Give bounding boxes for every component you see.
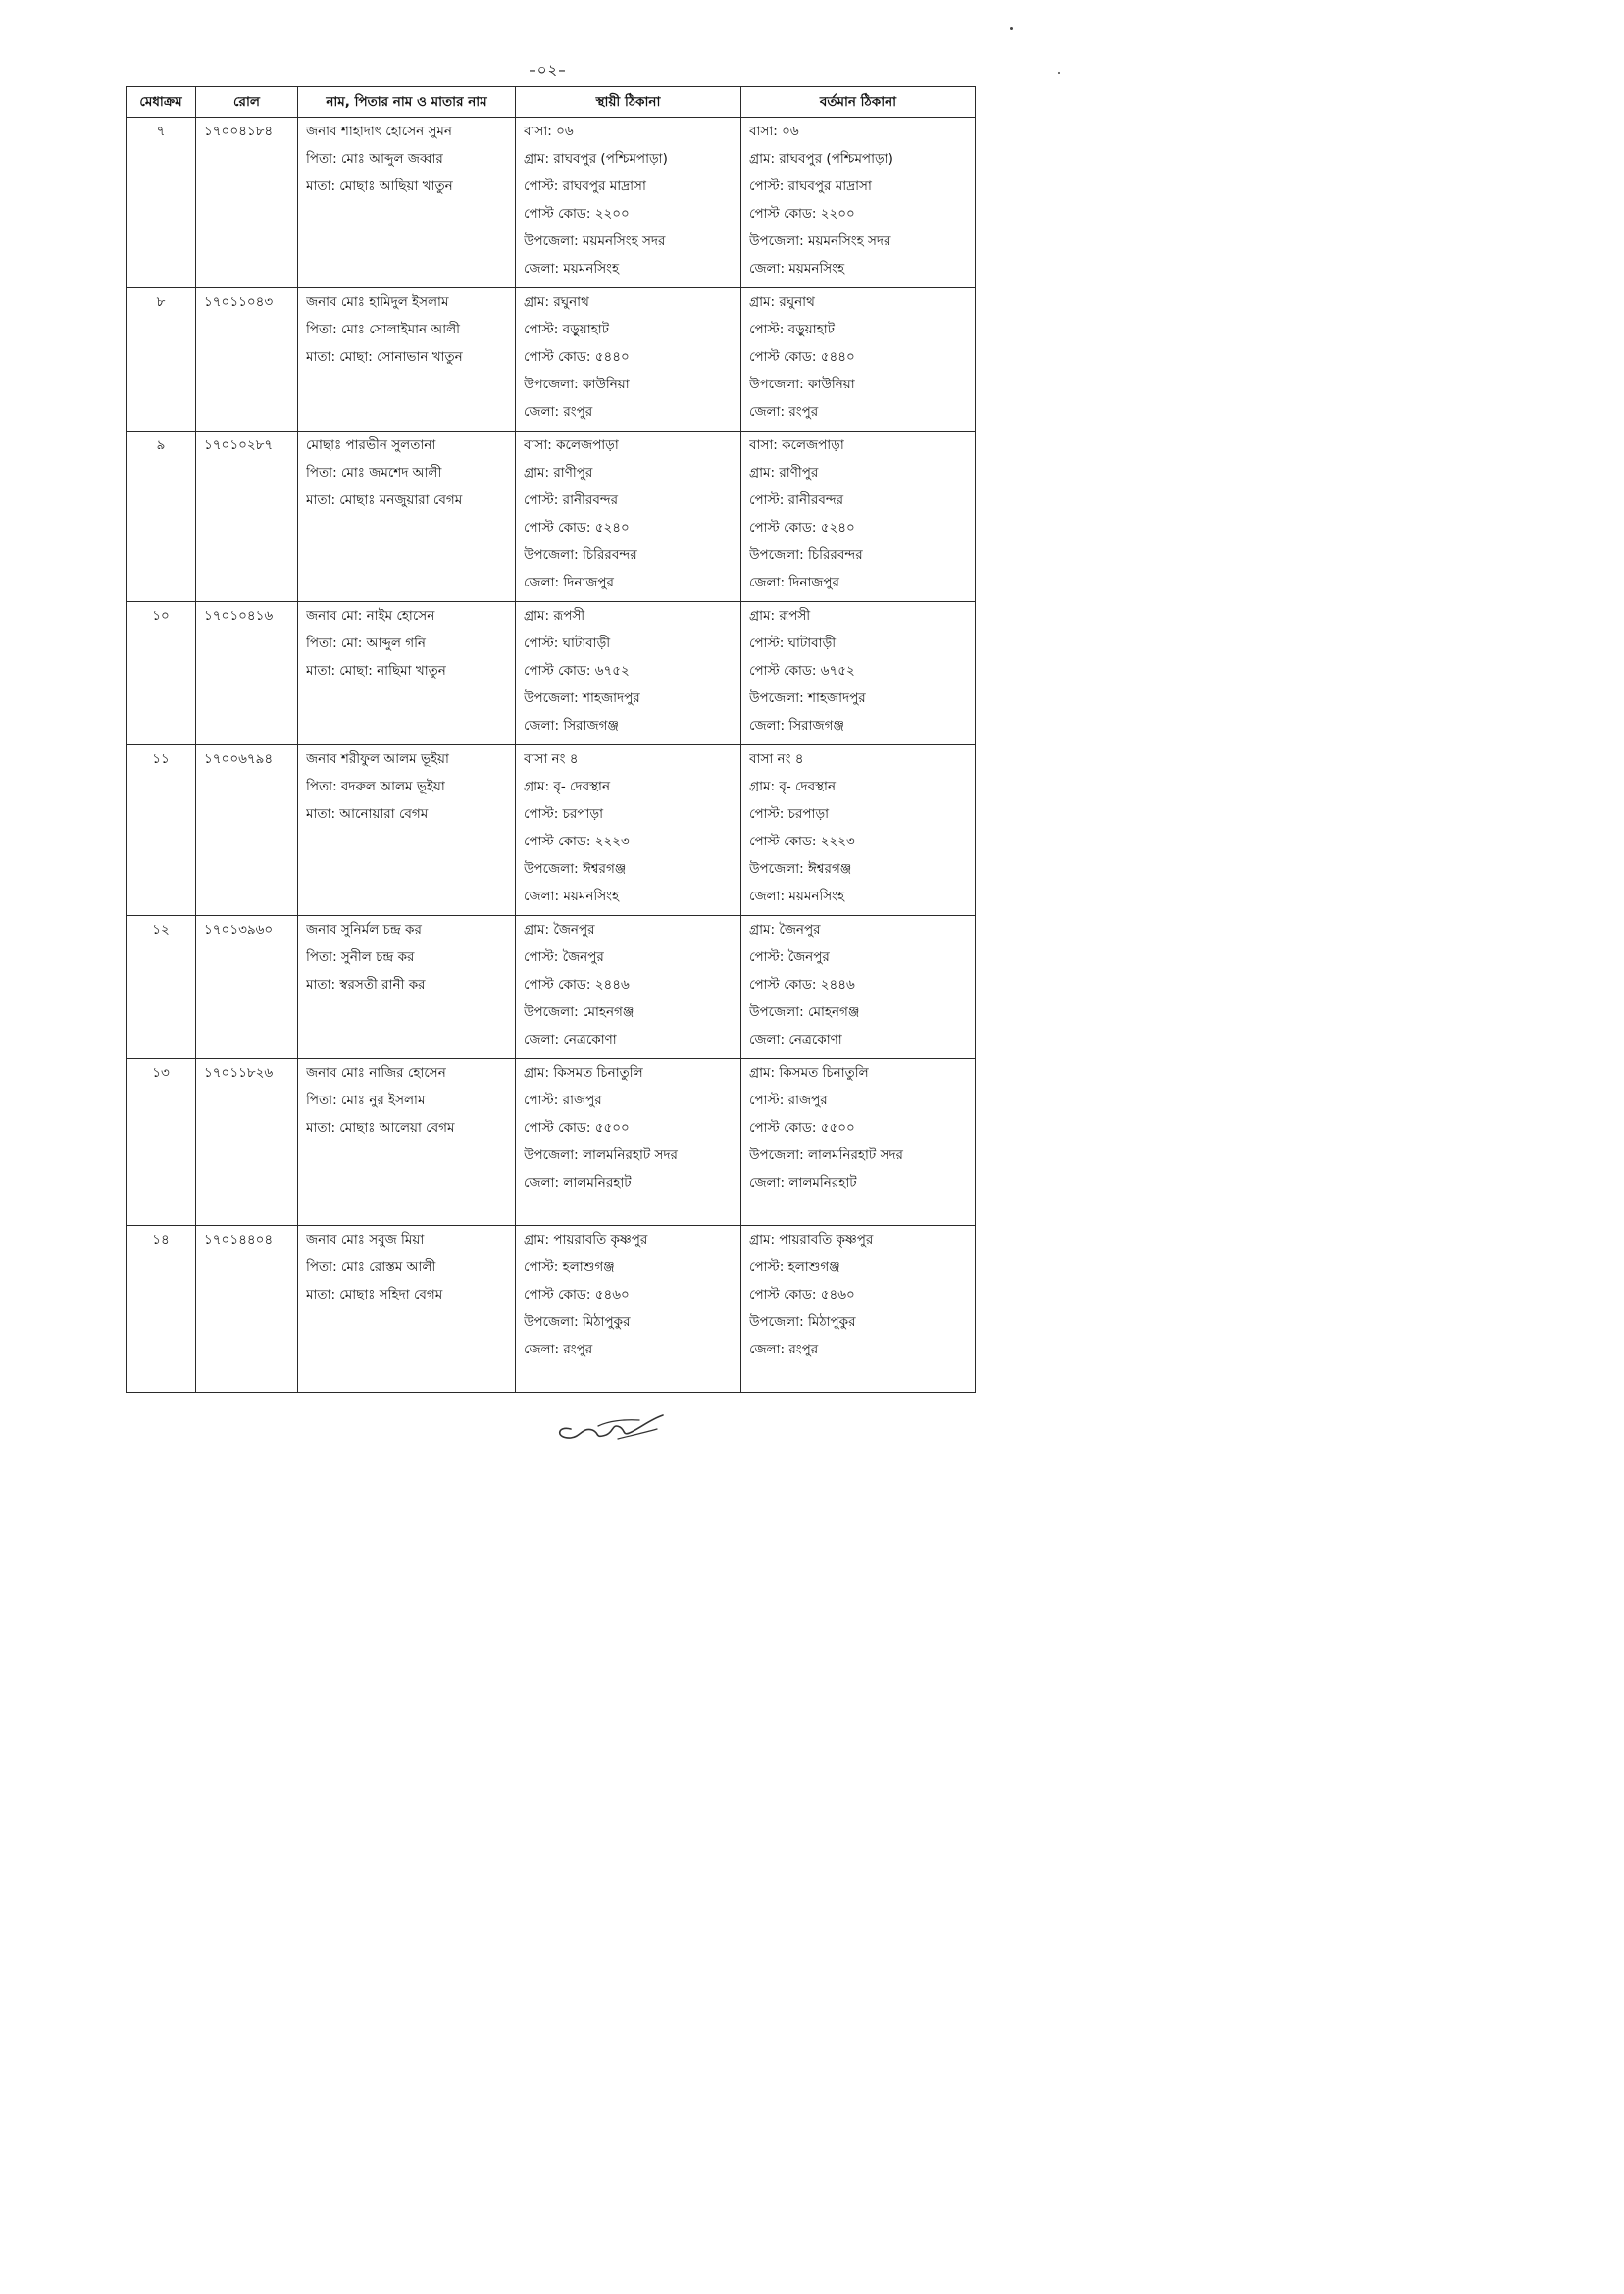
- scan-speck: [1058, 72, 1060, 74]
- header-present-address: বর্তমান ঠিকানা: [741, 87, 976, 118]
- roll-number: ১৭০১০২৮৭: [204, 437, 274, 453]
- table-row: [127, 288, 976, 432]
- present-address-line: উপজেলা: লালমনিরহাট সদর: [749, 1147, 903, 1163]
- present-address-line: উপজেলা: শাহজাদপুর: [749, 690, 866, 706]
- present-address-line: উপজেলা: কাউনিয়া: [749, 377, 855, 392]
- permanent-address-line: পোস্ট কোড: ৫৫০০: [524, 1120, 630, 1136]
- names-cell: [298, 1059, 516, 1226]
- merit-serial: ১৪: [152, 1232, 170, 1248]
- name-line: মোছাঃ পারভীন সুলতানা: [306, 437, 436, 453]
- name-line: পিতা: মোঃ জমশেদ আলী: [306, 465, 442, 481]
- table-row: [127, 745, 976, 916]
- names-cell: [298, 745, 516, 916]
- names-cell: [298, 1226, 516, 1393]
- name-line: মাতা: স্বরসতী রানী কর: [306, 977, 426, 993]
- present-address-line: গ্রাম: জৈনপুর: [749, 922, 821, 938]
- permanent-address-line: জেলা: দিনাজপুর: [524, 575, 614, 590]
- roll-number: ১৭০১১০৪৩: [204, 294, 274, 310]
- permanent-address-line: গ্রাম: পায়রাবতি কৃষ্ণপুর: [524, 1232, 648, 1248]
- serial-cell: [127, 745, 196, 916]
- name-line: পিতা: বদরুল আলম ভূইয়া: [306, 779, 445, 794]
- name-line: মাতা: মোছাঃ আছিয়া খাতুন: [306, 178, 453, 194]
- present-address-line: পোস্ট কোড: ৫৪৪০: [749, 349, 855, 365]
- present-address-cell: [741, 745, 976, 916]
- serial-cell: [127, 1059, 196, 1226]
- serial-cell: [127, 916, 196, 1059]
- name-line: পিতা: সুনীল চন্দ্র কর: [306, 949, 415, 965]
- permanent-address-line: পোস্ট: ঘাটাবাড়ী: [524, 636, 611, 651]
- page-number: –০২–: [529, 61, 567, 78]
- present-address-line: জেলা: দিনাজপুর: [749, 575, 839, 590]
- roll-cell: [196, 602, 298, 745]
- permanent-address-line: উপজেলা: কাউনিয়া: [524, 377, 630, 392]
- names-cell: [298, 602, 516, 745]
- permanent-address-line: পোস্ট: চরপাড়া: [524, 806, 603, 822]
- table-row: [127, 1226, 976, 1393]
- present-address-line: পোস্ট: বড়ুয়াহাট: [749, 322, 836, 337]
- present-address-line: পোস্ট: ঘাটাবাড়ী: [749, 636, 837, 651]
- name-line: জনাব মোঃ নাজির হোসেন: [306, 1065, 446, 1081]
- present-address-line: পোস্ট: জৈনপুর: [749, 949, 830, 965]
- merit-serial: ৯: [156, 437, 166, 453]
- present-address-line: গ্রাম: রাণীপুর: [749, 465, 819, 481]
- permanent-address-cell: [516, 118, 741, 288]
- present-address-line: জেলা: ময়মনসিংহ: [749, 889, 845, 904]
- present-address-line: জেলা: রংপুর: [749, 404, 819, 420]
- serial-cell: [127, 288, 196, 432]
- permanent-address-line: পোস্ট: রাজপুর: [524, 1093, 602, 1108]
- name-line: জনাব মো: নাইম হোসেন: [306, 608, 435, 624]
- permanent-address-line: পোস্ট কোড: ৫২৪০: [524, 520, 630, 535]
- permanent-address-line: জেলা: রংপুর: [524, 1342, 593, 1357]
- present-address-line: গ্রাম: কিসমত চিনাতুলি: [749, 1065, 869, 1081]
- name-line: জনাব মোঃ হামিদুল ইসলাম: [306, 294, 449, 310]
- permanent-address-line: পোস্ট: রানীরবন্দর: [524, 492, 619, 508]
- name-line: মাতা: মোছা: নাছিমা খাতুন: [306, 663, 446, 679]
- present-address-line: পোস্ট: রানীরবন্দর: [749, 492, 844, 508]
- permanent-address-line: উপজেলা: ময়মনসিংহ সদর: [524, 233, 666, 249]
- names-cell: [298, 916, 516, 1059]
- permanent-address-line: উপজেলা: মিঠাপুকুর: [524, 1314, 631, 1330]
- permanent-address-line: উপজেলা: মোহনগঞ্জ: [524, 1004, 634, 1020]
- name-line: মাতা: মোছা: সোনাভান খাতুন: [306, 349, 463, 365]
- merit-serial: ৭: [156, 124, 166, 139]
- name-line: পিতা: মোঃ নুর ইসলাম: [306, 1093, 426, 1108]
- roll-cell: [196, 745, 298, 916]
- roll-cell: [196, 432, 298, 602]
- permanent-address-line: গ্রাম: রাঘবপুর (পশ্চিমপাড়া): [524, 151, 668, 167]
- permanent-address-line: উপজেলা: শাহজাদপুর: [524, 690, 640, 706]
- roll-number: ১৭০১১৮২৬: [204, 1065, 274, 1081]
- present-address-cell: [741, 602, 976, 745]
- table-row: [127, 432, 976, 602]
- name-line: মাতা: আনোয়ারা বেগম: [306, 806, 429, 822]
- merit-list-table: [126, 86, 976, 1393]
- merit-serial: ১৩: [152, 1065, 170, 1081]
- present-address-line: বাসা: ০৬: [749, 124, 799, 139]
- permanent-address-line: গ্রাম: বৃ- দেবস্থান: [524, 779, 611, 794]
- names-cell: [298, 288, 516, 432]
- permanent-address-line: গ্রাম: কিসমত চিনাতুলি: [524, 1065, 643, 1081]
- name-line: জনাব শরীফুল আলম ভূইয়া: [306, 751, 449, 767]
- merit-serial: ৮: [156, 294, 166, 310]
- permanent-address-line: গ্রাম: রূপসী: [524, 608, 585, 624]
- permanent-address-line: উপজেলা: ঈশ্বরগঞ্জ: [524, 861, 627, 877]
- permanent-address-line: উপজেলা: লালমনিরহাট সদর: [524, 1147, 678, 1163]
- name-line: পিতা: মোঃ সোলাইমান আলী: [306, 322, 461, 337]
- roll-cell: [196, 1059, 298, 1226]
- permanent-address-line: জেলা: লালমনিরহাট: [524, 1175, 632, 1191]
- roll-number: ১৭০১৪৪০৪: [204, 1232, 274, 1248]
- serial-cell: [127, 602, 196, 745]
- permanent-address-line: পোস্ট কোড: ২২০০: [524, 206, 630, 222]
- present-address-line: গ্রাম: রঘুনাথ: [749, 294, 815, 310]
- table-row: [127, 916, 976, 1059]
- permanent-address-line: গ্রাম: জৈনপুর: [524, 922, 595, 938]
- permanent-address-cell: [516, 432, 741, 602]
- roll-cell: [196, 288, 298, 432]
- name-line: মাতা: মোছাঃ আলেয়া বেগম: [306, 1120, 455, 1136]
- roll-number: ১৭০০৬৭৯৪: [204, 751, 274, 767]
- present-address-cell: [741, 1059, 976, 1226]
- table-header-row: [127, 87, 976, 118]
- permanent-address-cell: [516, 1226, 741, 1393]
- permanent-address-line: জেলা: রংপুর: [524, 404, 593, 420]
- permanent-address-line: বাসা: কলেজপাড়া: [524, 437, 619, 453]
- permanent-address-cell: [516, 745, 741, 916]
- roll-cell: [196, 916, 298, 1059]
- permanent-address-line: পোস্ট কোড: ৫৪৬০: [524, 1287, 630, 1302]
- present-address-cell: [741, 1226, 976, 1393]
- name-line: পিতা: মো: আব্দুল গনি: [306, 636, 426, 651]
- name-line: জনাব সুনির্মল চন্দ্র কর: [306, 922, 422, 938]
- header-merit-serial: মেধাক্রম: [127, 87, 196, 118]
- name-line: মাতা: মোছাঃ সহিদা বেগম: [306, 1287, 443, 1302]
- roll-number: ১৭০১০৪১৬: [204, 608, 274, 624]
- permanent-address-line: পোস্ট: বড়ুয়াহাট: [524, 322, 610, 337]
- present-address-line: পোস্ট: রাজপুর: [749, 1093, 828, 1108]
- table-row: [127, 1059, 976, 1226]
- present-address-cell: [741, 432, 976, 602]
- permanent-address-line: পোস্ট: রাঘবপুর মাদ্রাসা: [524, 178, 646, 194]
- roll-number: ১৭০০৪১৮৪: [204, 124, 274, 139]
- permanent-address-line: জেলা: ময়মনসিংহ: [524, 889, 620, 904]
- present-address-line: উপজেলা: ঈশ্বরগঞ্জ: [749, 861, 852, 877]
- present-address-line: গ্রাম: বৃ- দেবস্থান: [749, 779, 837, 794]
- permanent-address-line: বাসা নং ৪: [524, 751, 579, 767]
- present-address-line: জেলা: রংপুর: [749, 1342, 819, 1357]
- header-permanent-address: স্থায়ী ঠিকানা: [516, 87, 741, 118]
- permanent-address-line: পোস্ট কোড: ২২২৩: [524, 834, 630, 849]
- permanent-address-line: পোস্ট কোড: ৫৪৪০: [524, 349, 630, 365]
- present-address-line: বাসা নং ৪: [749, 751, 804, 767]
- header-roll: রোল: [196, 87, 298, 118]
- permanent-address-line: পোস্ট: হলাশুগঞ্জ: [524, 1259, 615, 1275]
- present-address-line: উপজেলা: চিরিরবন্দর: [749, 547, 863, 563]
- permanent-address-cell: [516, 1059, 741, 1226]
- present-address-line: বাসা: কলেজপাড়া: [749, 437, 844, 453]
- present-address-line: পোস্ট: চরপাড়া: [749, 806, 829, 822]
- present-address-line: পোস্ট কোড: ৬৭৫২: [749, 663, 855, 679]
- name-line: মাতা: মোছাঃ মনজুয়ারা বেগম: [306, 492, 463, 508]
- present-address-line: গ্রাম: পায়রাবতি কৃষ্ণপুর: [749, 1232, 874, 1248]
- signature: [549, 1400, 667, 1447]
- roll-number: ১৭০১৩৯৬০: [204, 922, 274, 938]
- present-address-line: পোস্ট: রাঘবপুর মাদ্রাসা: [749, 178, 872, 194]
- present-address-cell: [741, 118, 976, 288]
- present-address-line: জেলা: ময়মনসিংহ: [749, 261, 845, 277]
- present-address-line: পোস্ট কোড: ২২০০: [749, 206, 855, 222]
- permanent-address-line: গ্রাম: রঘুনাথ: [524, 294, 589, 310]
- present-address-cell: [741, 916, 976, 1059]
- roll-cell: [196, 118, 298, 288]
- present-address-line: গ্রাম: রূপসী: [749, 608, 811, 624]
- permanent-address-line: পোস্ট কোড: ৬৭৫২: [524, 663, 630, 679]
- permanent-address-line: উপজেলা: চিরিরবন্দর: [524, 547, 637, 563]
- present-address-line: জেলা: নেত্রকোণা: [749, 1032, 842, 1047]
- merit-serial: ১১: [152, 751, 170, 767]
- permanent-address-cell: [516, 288, 741, 432]
- roll-cell: [196, 1226, 298, 1393]
- name-line: জনাব মোঃ সবুজ মিয়া: [306, 1232, 425, 1248]
- serial-cell: [127, 118, 196, 288]
- name-line: পিতা: মোঃ আব্দুল জব্বার: [306, 151, 443, 167]
- present-address-line: পোস্ট: হলাশুগঞ্জ: [749, 1259, 840, 1275]
- permanent-address-cell: [516, 602, 741, 745]
- table-row: [127, 602, 976, 745]
- present-address-line: পোস্ট কোড: ২৪৪৬: [749, 977, 855, 993]
- permanent-address-line: পোস্ট কোড: ২৪৪৬: [524, 977, 630, 993]
- scan-speck: [1010, 27, 1013, 30]
- present-address-line: উপজেলা: মিঠাপুকুর: [749, 1314, 856, 1330]
- present-address-line: উপজেলা: ময়মনসিংহ সদর: [749, 233, 891, 249]
- table-row: [127, 118, 976, 288]
- permanent-address-line: জেলা: ময়মনসিংহ: [524, 261, 620, 277]
- present-address-line: পোস্ট কোড: ২২২৩: [749, 834, 855, 849]
- serial-cell: [127, 432, 196, 602]
- names-cell: [298, 118, 516, 288]
- present-address-line: পোস্ট কোড: ৫৪৬০: [749, 1287, 855, 1302]
- header-names: নাম, পিতার নাম ও মাতার নাম: [298, 87, 516, 118]
- permanent-address-line: বাসা: ০৬: [524, 124, 574, 139]
- present-address-line: জেলা: লালমনিরহাট: [749, 1175, 857, 1191]
- present-address-line: পোস্ট কোড: ৫৫০০: [749, 1120, 855, 1136]
- present-address-line: পোস্ট কোড: ৫২৪০: [749, 520, 855, 535]
- permanent-address-cell: [516, 916, 741, 1059]
- name-line: পিতা: মোঃ রোস্তম আলী: [306, 1259, 436, 1275]
- merit-serial: ১০: [152, 608, 170, 624]
- permanent-address-line: পোস্ট: জৈনপুর: [524, 949, 604, 965]
- names-cell: [298, 432, 516, 602]
- permanent-address-line: জেলা: সিরাজগঞ্জ: [524, 718, 619, 734]
- present-address-line: গ্রাম: রাঘবপুর (পশ্চিমপাড়া): [749, 151, 893, 167]
- serial-cell: [127, 1226, 196, 1393]
- present-address-line: উপজেলা: মোহনগঞ্জ: [749, 1004, 860, 1020]
- permanent-address-line: গ্রাম: রাণীপুর: [524, 465, 593, 481]
- permanent-address-line: জেলা: নেত্রকোণা: [524, 1032, 617, 1047]
- name-line: জনাব শাহাদাৎ হোসেন সুমন: [306, 124, 452, 139]
- present-address-cell: [741, 288, 976, 432]
- merit-serial: ১২: [152, 922, 170, 938]
- present-address-line: জেলা: সিরাজগঞ্জ: [749, 718, 844, 734]
